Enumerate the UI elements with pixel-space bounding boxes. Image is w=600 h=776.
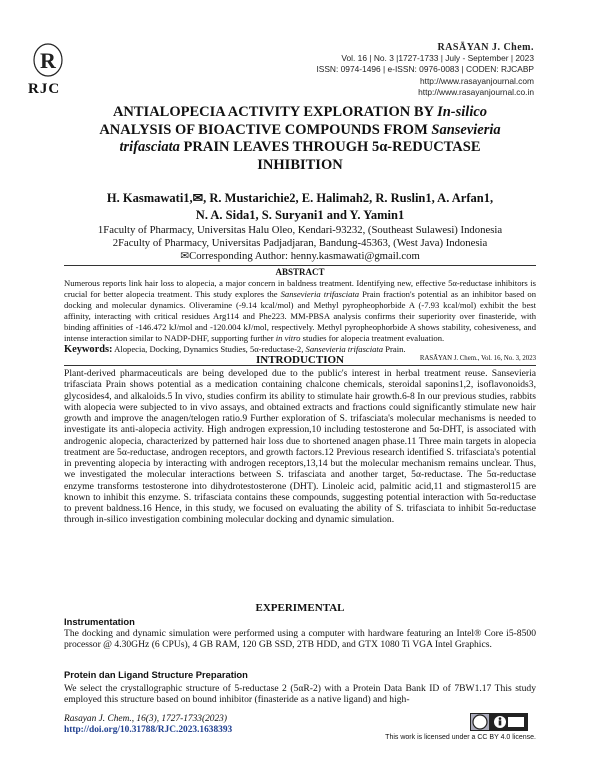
- logo-abbrev: RJC: [28, 81, 61, 97]
- instrumentation-text: The docking and dynamic simulation were performed using a computer with hardware featuring an Intel® Core i5-8500 processor @ 4.30GHz (6 CPUs), 4 GB RAM, 120 GB SSD, 2TB HDD, and GTX 1080 Ti VGA Intel Graphics.: [64, 628, 536, 651]
- doi-link[interactable]: http://doi.org/10.31788/RJC.2023.1638393: [64, 725, 233, 736]
- authors-line-1: H. Kasmawati1,✉, R. Mustarichie2, E. Halimah2, R. Ruslin1, A. Arfan1,: [106, 191, 494, 205]
- affiliation-2: 2Faculty of Pharmacy, Universitas Padjadjaran, Bandung-45363, (West Java) Indonesia: [112, 237, 488, 250]
- instrumentation-heading: Instrumentation: [64, 616, 135, 627]
- journal-name: RASĀYAN J. Chem.: [437, 42, 534, 53]
- affiliation-1: 1Faculty of Pharmacy, Universitas Halu Oleo, Kendari-93232, (Southeast Sulawesi) Indonesia: [97, 224, 503, 236]
- journal-header: [316, 42, 534, 98]
- abstract-citation: RASĀYAN J. Chem., Vol. 16, No. 3, 2023: [419, 355, 536, 362]
- abstract-box: [64, 265, 536, 366]
- footer-citation-block: [64, 714, 232, 737]
- author-list: [40, 190, 560, 223]
- authors-line-2: N. A. Sida1, S. Suryani1 and Y. Yamin1: [195, 207, 405, 222]
- journal-volume: Vol. 16 | No. 3 |1727-1733 | July - September | 2023: [341, 53, 534, 64]
- affiliations: [40, 224, 560, 264]
- corresponding-author[interactable]: ✉Corresponding Author: henny.kasmawati@gmail.com: [180, 250, 420, 263]
- keywords: Keywords: Alopecia, Docking, Dynamics Studies, 5α-reductase-2, Sansevieria trifasciata Prain.: [64, 344, 406, 355]
- journal-url-2[interactable]: http://www.rasayanjournal.co.in: [418, 86, 534, 97]
- abstract-heading: ABSTRACT: [275, 267, 325, 277]
- journal-issn: ISSN: 0974-1496 | e-ISSN: 0976-0083 | CODEN: RJCABP: [316, 64, 534, 75]
- journal-url-1[interactable]: http://www.rasayanjournal.com: [419, 75, 534, 86]
- license-text: This work is licensed under a CC BY 4.0 license.: [385, 734, 536, 741]
- cc-by-license-icon[interactable]: [470, 713, 528, 731]
- abstract-text: Numerous reports link hair loss to alopecia, a major concern in baldness treatment. Identifying new, effective 5α-reductase inhibitors is crucial for better alopecia treatment. This study explores the Sansevieria trifasciata Prain fraction's potential as an inhibitor based on docking and molecular dynamics. Oliveramine (-9.14 kcal/mol) and Methyl pyropheophorbide A (-7.93 kcal/mol) exhibit the best affinity, interacting with critical residues Arg114 and Phe223. MM-PBSA analysis confirms their superiority over finasteride, with binding affinities of -146.472 kJ/mol and -120.004 kJ/mol, respectively. Methyl pyropheophorbide A shows stability, cohesiveness, and intense interaction similar to NADP-DHF, supporting further in vitro studies for alopecia treatment evaluation.: [64, 278, 536, 343]
- footer-citation: Rasayan J. Chem., 16(3), 1727-1733(2023): [64, 714, 227, 724]
- experimental-heading: EXPERIMENTAL: [255, 602, 345, 614]
- paper-title: ANTIALOPECIA ACTIVITY EXPLORATION BY In-silico ANALYSIS OF BIOACTIVE COMPOUNDS FROM Sansevieria trifasciata PRAIN LEAVES THROUGH 5α-REDUCTASE INHIBITION: [99, 104, 501, 173]
- protein-prep-text: We select the crystallographic structure of 5-reductase 2 (5αR-2) with a Protein Data Bank ID of 7BW1.17 This study employed this structure based on bound inhibitor (finasteride as a native ligand) and high-: [64, 683, 536, 706]
- introduction-heading: INTRODUCTION: [255, 354, 344, 366]
- logo-monogram: R: [40, 48, 56, 73]
- introduction-text: Plant-derived pharmaceuticals are being developed due to the public's interest in herbal treatment reuse. Sansevieria trifasciata Prain shows potential as a medication containing chalcone chemicals, steroidal saponins1,2, isoflavonoids3, glycosides4, and alkaloids.5 In vivo, studies confirm its ability to stimulate hair growth.6-8 In our previous studies, rabbits with alopecia were subjected to in vivo assays, and obtained extracts and fractions could significantly stimulate new hair growth and improve the anagen/telogen ratio.9 Further exploration of S. trifasciata's molecular mechanisms is needed to investigate its anti-alopecia activity. High androgen expression,10 including testosterone and 5α-DHT, is associated with androgenic alopecia, characterized by patterned hair loss due to shortened anagen phase.11 Three main targets in alopecia treatment are 5α-reductase, androgen receptors, and growth factors.12 Previous research identified S. trifasciata's potential in preventing alopecia by interacting with androgen receptors,13,14 but the molecular mechanism remains unclear. Thus, we investigated the molecular interactions between S. trifasciata and another target, 5α-reductase. The 5α-reductase enzyme transforms testosterone into dihydrotestosterone (DHT). Linoleic acid, palmitic acid,11 and stigmasterol15 are known to inhibit this enzyme. S. trifasciata contains these compounds, suggesting potential interaction with 5α-reductase to prevent baldness.16 Hence, in this study, we focused on evaluating the ability of S. trifasciata to inhibit 5α-reductase through in-silico investigation combining molecular docking and dynamic simulation.: [64, 368, 536, 526]
- protein-prep-heading: Protein dan Ligand Structure Preparation: [64, 669, 248, 680]
